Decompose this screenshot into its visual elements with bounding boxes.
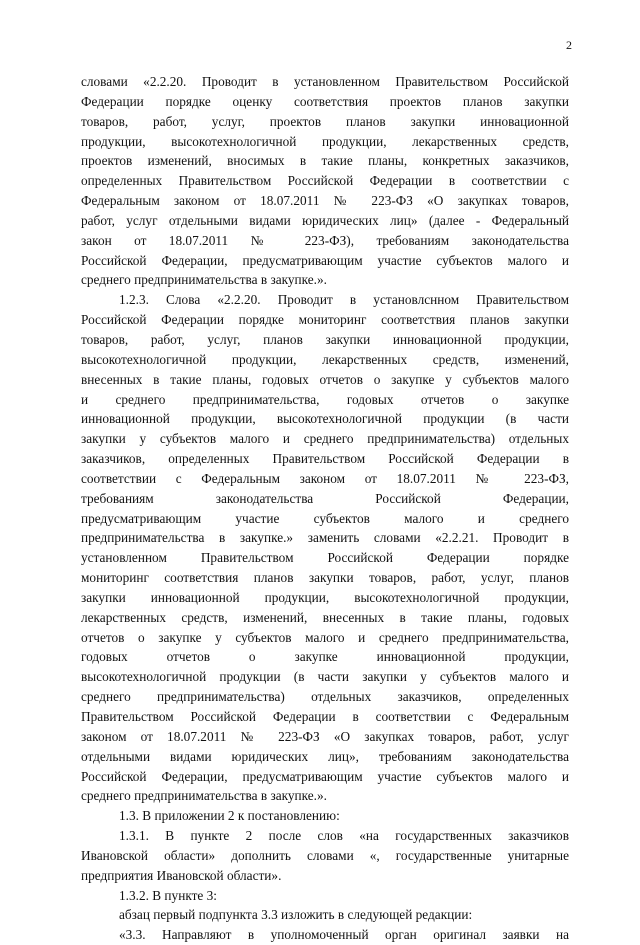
text-line: соответствии с Федеральным законом от 18.07.2011 № 223-ФЗ, [81, 470, 569, 486]
page-number: 2 [566, 38, 572, 52]
text-line: среднего предпринимательства) отдельных заказчиков, определенных [81, 689, 569, 705]
text-line: определенных Правительством Российской Федерации в соответствии с [81, 173, 569, 189]
text-line: Российской Федерации, предусматривающим участие субъектов малого и [81, 768, 569, 784]
text-line: предпринимательства в закупке.» заменить словами «2.2.21. Проводит в [81, 530, 569, 546]
text-line: товаров, работ, услуг, проектов планов закупки инновационной [81, 113, 569, 129]
text-line: и среднего предпринимательства, годовых отчетов о закупке [81, 391, 569, 407]
text-line: 1.3.2. В пункте 3: [119, 887, 217, 903]
text-line: годовых отчетов о закупке инновационной продукции, [81, 649, 569, 665]
text-line: товаров, работ, услуг, планов закупки инновационной продукции, [81, 331, 569, 347]
text-line: высокотехнологичной продукции (в части закупки у субъектов малого и [81, 669, 569, 685]
text-line: Ивановской области» дополнить словами «, государственные унитарные [81, 847, 569, 863]
text-line: 1.3. В приложении 2 к постановлению: [119, 808, 340, 824]
text-line: закупки инновационной продукции, высокотехнологичной продукции, [81, 589, 569, 605]
text-line: внесенных в такие планы, годовых отчетов о закупке у субъектов малого [81, 371, 569, 387]
text-line: закупки у субъектов малого и среднего предпринимательства) отдельных [81, 431, 569, 447]
text-line: требованиям законодательства Российской Федерации, [81, 490, 569, 506]
text-line: отдельными видами юридических лиц», требованиям законодательства [81, 748, 569, 764]
text-line: проектов изменений, вносимых в такие планы, конкретных заказчиков, [81, 153, 569, 169]
text-line: заказчиков, определенных Правительством Российской Федерации в [81, 451, 569, 467]
text-line: отчетов о закупке у субъектов малого и среднего предпринимательства, [81, 629, 569, 645]
text-line: Российской Федерации порядке мониторинг соответствия планов закупки [81, 312, 569, 328]
document-body [81, 72, 569, 945]
text-line: 1.2.3. Слова «2.2.20. Проводит в установлснном Правительством [119, 292, 569, 308]
text-line: предусматривающим участие субъектов малого и среднего [81, 510, 569, 526]
text-line: законом от 18.07.2011 № 223-ФЗ «О закупках товаров, работ, услуг [81, 728, 569, 744]
text-line: словами «2.2.20. Проводит в установленном Правительством Российской [81, 74, 569, 89]
text-line: закон от 18.07.2011 № 223-ФЗ), требованиям законодательства [81, 232, 569, 248]
text-line: Федеральным законом от 18.07.2011 № 223-ФЗ «О закупках товаров, [81, 193, 569, 209]
text-line: среднего предпринимательства в закупке.». [81, 788, 327, 804]
text-line: установленном Правительством Российской Федерации порядке [81, 550, 569, 566]
text-line: «3.3. Направляют в уполномоченный орган оригинал заявки на [119, 927, 569, 943]
text-line: мониторинг соответствия планов закупки товаров, работ, услуг, планов [81, 570, 569, 586]
text-line: работ, услуг отдельными видами юридических лиц» (далее - Федеральный [81, 212, 569, 228]
text-line: среднего предпринимательства в закупке.». [81, 272, 327, 288]
text-line: продукции, высокотехнологичной продукции, лекарственных средств, [81, 133, 569, 149]
text-line: инновационной продукции, высокотехнологичной продукции (в части [81, 411, 569, 427]
text-line: Федерации порядке оценку соответствия проектов планов закупки [81, 93, 569, 109]
text-line: абзац первый подпункта 3.3 изложить в следующей редакции: [119, 907, 473, 923]
text-line: Правительством Российской Федерации в соответствии с Федеральным [81, 709, 569, 724]
text-line: 1.3.1. В пункте 2 после слов «на государственных заказчиков [119, 828, 569, 844]
text-line: предприятия Ивановской области». [81, 867, 282, 883]
text-line: Российской Федерации, предусматривающим участие субъектов малого и [81, 252, 569, 268]
text-line: высокотехнологичной продукции, лекарственных средств, изменений, [81, 351, 569, 367]
text-line: лекарственных средств, изменений, внесенных в такие планы, годовых [81, 609, 569, 625]
